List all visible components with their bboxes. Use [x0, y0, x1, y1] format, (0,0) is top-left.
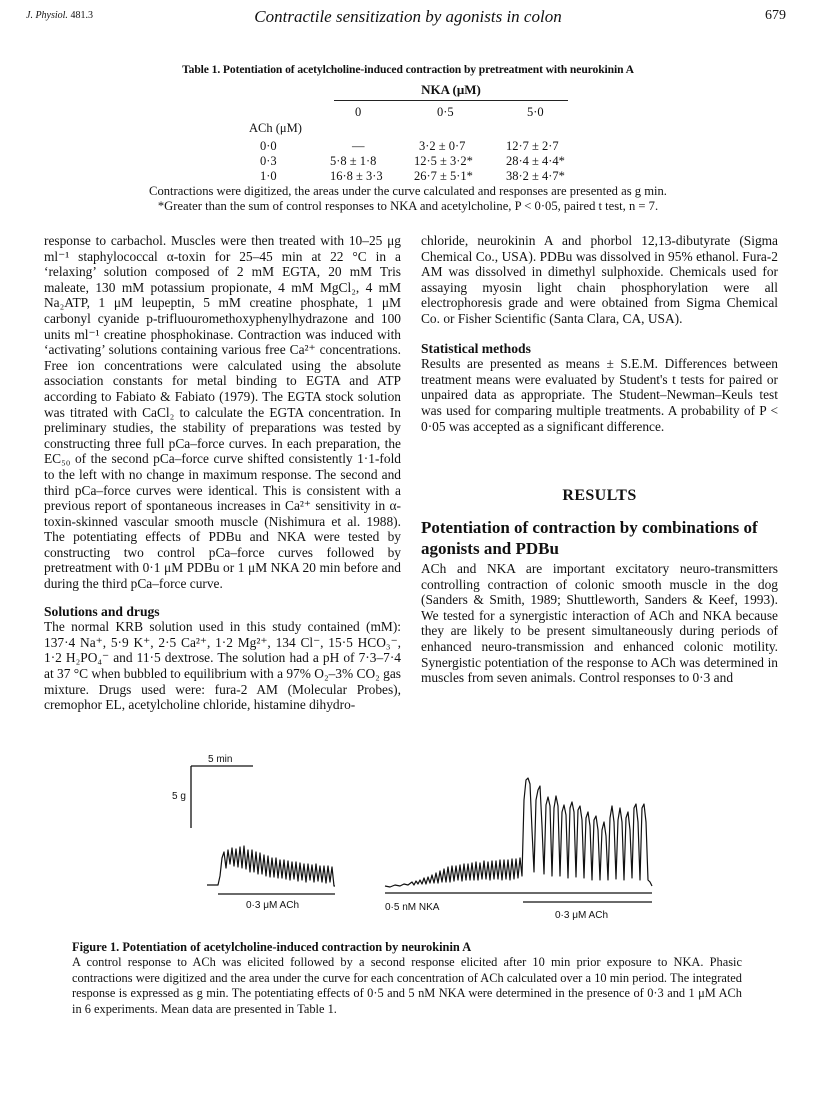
trace1-drug-label: 0·3 μM ACh: [246, 900, 300, 911]
table-cell: 12·7 ± 2·7: [506, 139, 559, 153]
figure-caption-body: A control response to ACh was elicited followed by a second response elicited after 10 min prior exposure to NKA. Phasic contractions were digitized and the area under the curve for each concentration of ACh calculated over a 10 min period. The integrated response is expressed as g min. The potentiating effects of 0·5 and 5 nM NKA were determined in the presence of 0·3 and 1 μM ACh in 6 experiments. Mean data are presented in Table 1.: [72, 955, 742, 1016]
section-heading-potentiation: Potentiation of contraction by combinations of agonists and PDBu: [421, 518, 758, 558]
trace-nka-ach: [385, 778, 652, 887]
table-cell: 38·2 ± 4·7*: [506, 169, 565, 183]
figure-1: [0, 740, 816, 930]
table-col-header: 0·5: [437, 105, 454, 119]
table-cell: —: [352, 139, 365, 153]
table-caption: Table 1. Potentiation of acetylcholine-induced contraction by pretreatment with neurokinin A: [182, 63, 634, 76]
table-row-label: 1·0: [260, 169, 277, 183]
table-cell: 5·8 ± 1·8: [330, 154, 377, 168]
scale-label-force: 5 g: [172, 791, 186, 802]
table-cell: 12·5 ± 3·2*: [414, 154, 473, 168]
table-col-header: 5·0: [527, 105, 544, 119]
table-cell: 3·2 ± 0·7: [419, 139, 466, 153]
results-paragraph: ACh and NKA are important excitatory neuro-transmitters controlling contraction of colonic smooth muscle in the dog (Sanders & Smith, 1989; Shuttleworth, Sanders & Keef, 1993). We tested for a synergistic interaction of ACh and NKA because they are likely to be present simultaneously during periods of enhanced neuro-transmission and enhanced colonic motility. Synergistic potentiation of the response to ACh was determined in muscles from seven animals. Control responses to 0·3 and: [421, 561, 778, 686]
table-cell: 28·4 ± 4·4*: [506, 154, 565, 168]
table-column-group-header: NKA (μM): [421, 82, 481, 97]
running-title: Contractile sensitization by agonists in colon: [254, 7, 562, 26]
figure-caption-title: Figure 1. Potentiation of acetylcholine-induced contraction by neurokinin A: [72, 940, 472, 954]
left-column: [44, 233, 401, 713]
table-row-label: 0·0: [260, 139, 277, 153]
table-cell: 16·8 ± 3·3: [330, 169, 383, 183]
journal-name: J. Physiol.: [26, 10, 68, 21]
solutions-paragraph: The normal KRB solution used in this study contained (mM): 137·4 Na⁺, 5·9 K⁺, 2·5 Ca²⁺, 1·2 Mg²⁺, 134 Cl⁻, 15·5 HCO₃⁻, 1·2 H₂PO₄⁻ and 11·5 dextrose. The solution had a pH of 7·3–7·4 at 37 °C when bubbled to equilibrium with a 97% O₂–3% CO₂ gas mixture. Drugs used were: fura-2 AM (Molecular Probes), cremophor EL, acetylcholine chloride, histamine dihydro-: [44, 619, 401, 713]
scale-bar: [191, 766, 253, 828]
table-row-label: 0·3: [260, 154, 277, 168]
table-col-header: 0: [355, 105, 362, 119]
drugs-paragraph: chloride, neurokinin A and phorbol 12,13-dibutyrate (Sigma Chemical Co., USA). PDBu was dissolved in 95% ethanol. Fura-2 AM was dissolved in dimethyl sulphoxide. Chemicals used for assaying myosin light chain phosphorylation were all electrophoresis grade and were obtained from Sigma Chemical Co. or Fisher Scientific (Santa Clara, CA, USA).: [421, 233, 778, 326]
table-row-header: ACh (μM): [249, 121, 302, 135]
trace-control-ach: [207, 846, 335, 886]
statistics-paragraph: Results are presented as means ± S.E.M. Differences between treatment means were evaluated by Student's t tests for paired or unpaired data as appropriate. The Student–Newman–Keuls test was used for comparing multiple treatments. A probability of P < 0·05 was accepted as a significant difference.: [421, 356, 778, 434]
section-heading-solutions: Solutions and drugs: [44, 603, 160, 619]
table-cell: 26·7 ± 5·1*: [414, 169, 473, 183]
table-footnote: Contractions were digitized, the areas under the curve calculated and responses are presented as g min.: [149, 184, 667, 198]
trace2-ach-label: 0·3 μM ACh: [555, 910, 609, 921]
trace2-nka-label: 0·5 nM NKA: [385, 902, 440, 913]
journal-volume: 481.3: [70, 10, 93, 21]
results-column: [421, 561, 778, 686]
results-heading: RESULTS: [562, 487, 637, 504]
table-footnote-significance: *Greater than the sum of control responses to NKA and acetylcholine, P < 0·05, paired t test, n = 7.: [157, 199, 659, 213]
section-heading-statistics: Statistical methods: [421, 340, 531, 356]
page-number: 679: [765, 8, 786, 23]
table-header-rule: [334, 100, 568, 101]
right-column: [421, 233, 778, 434]
figure-caption: [72, 940, 742, 1017]
scale-label-time: 5 min: [208, 754, 233, 765]
methods-paragraph: response to carbachol. Muscles were then treated with 10–25 μg ml⁻¹ staphylococcal α-toxin for 25–45 min at 22 °C in a ‘relaxing’ solution composed of 2 mM EGTA, 20 mM Tris maleate, 130 mM potassium propionate, 4 mM MgCl₂, 4 mM Na₂ATP, 1 μM leupeptin, 5 mM creatine phosphate, 1 μM carbonyl cyanide p-trifluouromethoxyphenylhydrazone and 100 units ml⁻¹ creatine phosphokinase. Contraction was induced with ‘activating’ solutions containing various free Ca²⁺ concentrations. Free ion concentrations were calculated using the absolute association constants for metal binding to EGTA and ATP according to Fabiato & Fabiato (1979). The EGTA stock solution was titrated with CaCl₂ to calculate the EGTA concentration. In preliminary studies, the stability of preparations was tested by constructing three full pCa–force curves. In each preparation, the EC₅₀ of the second pCa–force curve shifted consistently 1·1-fold to the left with no change in maximum response. The second and third pCa–force curves were identical. This is consistent with a previous report of spontaneous increases in Ca²⁺ sensitivity in α-toxin-skinned vascular smooth muscle (Nishimura et al. 1988). The potentiating effects of PDBu and NKA were tested by constructing two control pCa–force curves followed by pretreatment with 0·1 μM PDBu or 1 μM NKA 20 min before and during the third pCa–force curve.: [44, 233, 401, 592]
